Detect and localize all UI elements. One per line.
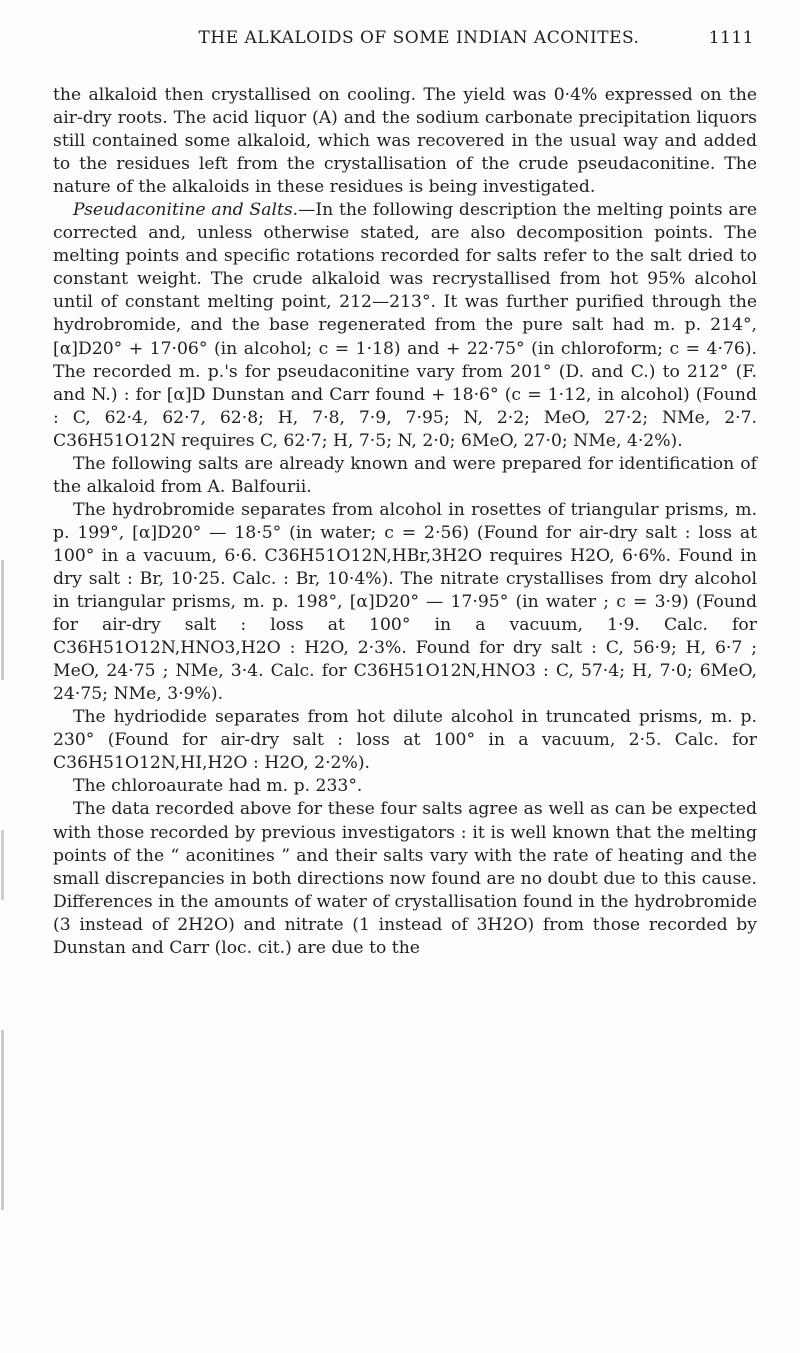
article-body: [53, 84, 757, 960]
paragraph-2: Pseudaconitine and Salts.—In the following description the melting points are corrected and, unless otherwise stated, are also decomposition points. The melting points and specific rotations recorded for salts refer to the salt dried to constant weight. The crude alkaloid was recrystallised from hot 95% alcohol until of constant melting point, 212—213°. It was further purified through the hydrobromide, and the base regenerated from the pure salt had m. p. 214°, [α]D20° + 17·06° (in alcohol; c = 1·18) and + 22·75° (in chloroform; c = 4·76). The recorded m. p.'s for pseudaconitine vary from 201° (D. and C.) to 212° (F. and N.) : for [α]D Dunstan and Carr found + 18·6° (c = 1·12, in alcohol) (Found : C, 62·4, 62·7, 62·8; H, 7·8, 7·9, 7·95; N, 2·2; MeO, 27·2; NMe, 2·7. C36H51O12N requires C, 62·7; H, 7·5; N, 2·0; 6MeO, 27·0; NMe, 4·2%).: [53, 200, 757, 451]
margin-scan-mark: [1, 830, 4, 900]
running-title: THE ALKALOIDS OF SOME INDIAN ACONITES.: [198, 28, 640, 48]
paragraph-1: the alkaloid then crystallised on cooling. The yield was 0·4% expressed on the air-dry roots. The acid liquor (A) and the sodium carbonate precipitation liquors still contained some alkaloid, which was recovered in the usual way and added to the residues left from the crystallisation of the crude pseudaconitine. The nature of the alkaloids in these residues is being investigated.: [53, 85, 757, 198]
paragraph-6: The chloroaurate had m. p. 233°.: [73, 776, 363, 797]
paragraph-7: The data recorded above for these four salts agree as well as can be expected with those recorded by previous investigators : it is well known that the melting points of the “ aconitines ” and their salts vary with the rate of heating and the small discrepancies in both directions now found are no doubt due to this cause. Differences in the amounts of water of crystallisation found in the hydrobromide (3 instead of 2H2O) and nitrate (1 instead of 3H2O) from those recorded by Dunstan and Carr (loc. cit.) are due to the: [53, 799, 757, 958]
running-header: [84, 28, 754, 48]
section-lead: Pseudaconitine and Salts.: [73, 200, 299, 221]
margin-scan-mark: [1, 560, 4, 680]
paragraph-4: The hydrobromide separates from alcohol in rosettes of triangular prisms, m. p. 199°, [α]D20° — 18·5° (in water; c = 2·56) (Found for air-dry salt : loss at 100° in a vacuum, 6·6. C36H51O12N,HBr,3H2O requires H2O, 6·6%. Found in dry salt : Br, 10·25. Calc. : Br, 10·4%). The nitrate crystallises from dry alcohol in triangular prisms, m. p. 198°, [α]D20° — 17·95° (in water ; c = 3·9) (Found for air-dry salt : loss at 100° in a vacuum, 1·9. Calc. for C36H51O12N,HNO3,H2O : H2O, 2·3%. Found for dry salt : C, 56·9; H, 6·7 ; MeO, 24·75 ; NMe, 3·4. Calc. for C36H51O12N,HNO3 : C, 57·4; H, 7·0; 6MeO, 24·75; NMe, 3·9%).: [53, 499, 757, 705]
paragraph-5: The hydriodide separates from hot dilute alcohol in truncated prisms, m. p. 230° (Found for air-dry salt : loss at 100° in a vacuum, 2·5. Calc. for C36H51O12N,HI,H2O : H2O, 2·2%).: [53, 707, 757, 774]
page-number: 1111: [708, 28, 754, 48]
paragraph-3: The following salts are already known and were prepared for identification of the alkaloid from A. Balfourii.: [53, 453, 757, 497]
margin-scan-mark: [1, 1030, 4, 1210]
